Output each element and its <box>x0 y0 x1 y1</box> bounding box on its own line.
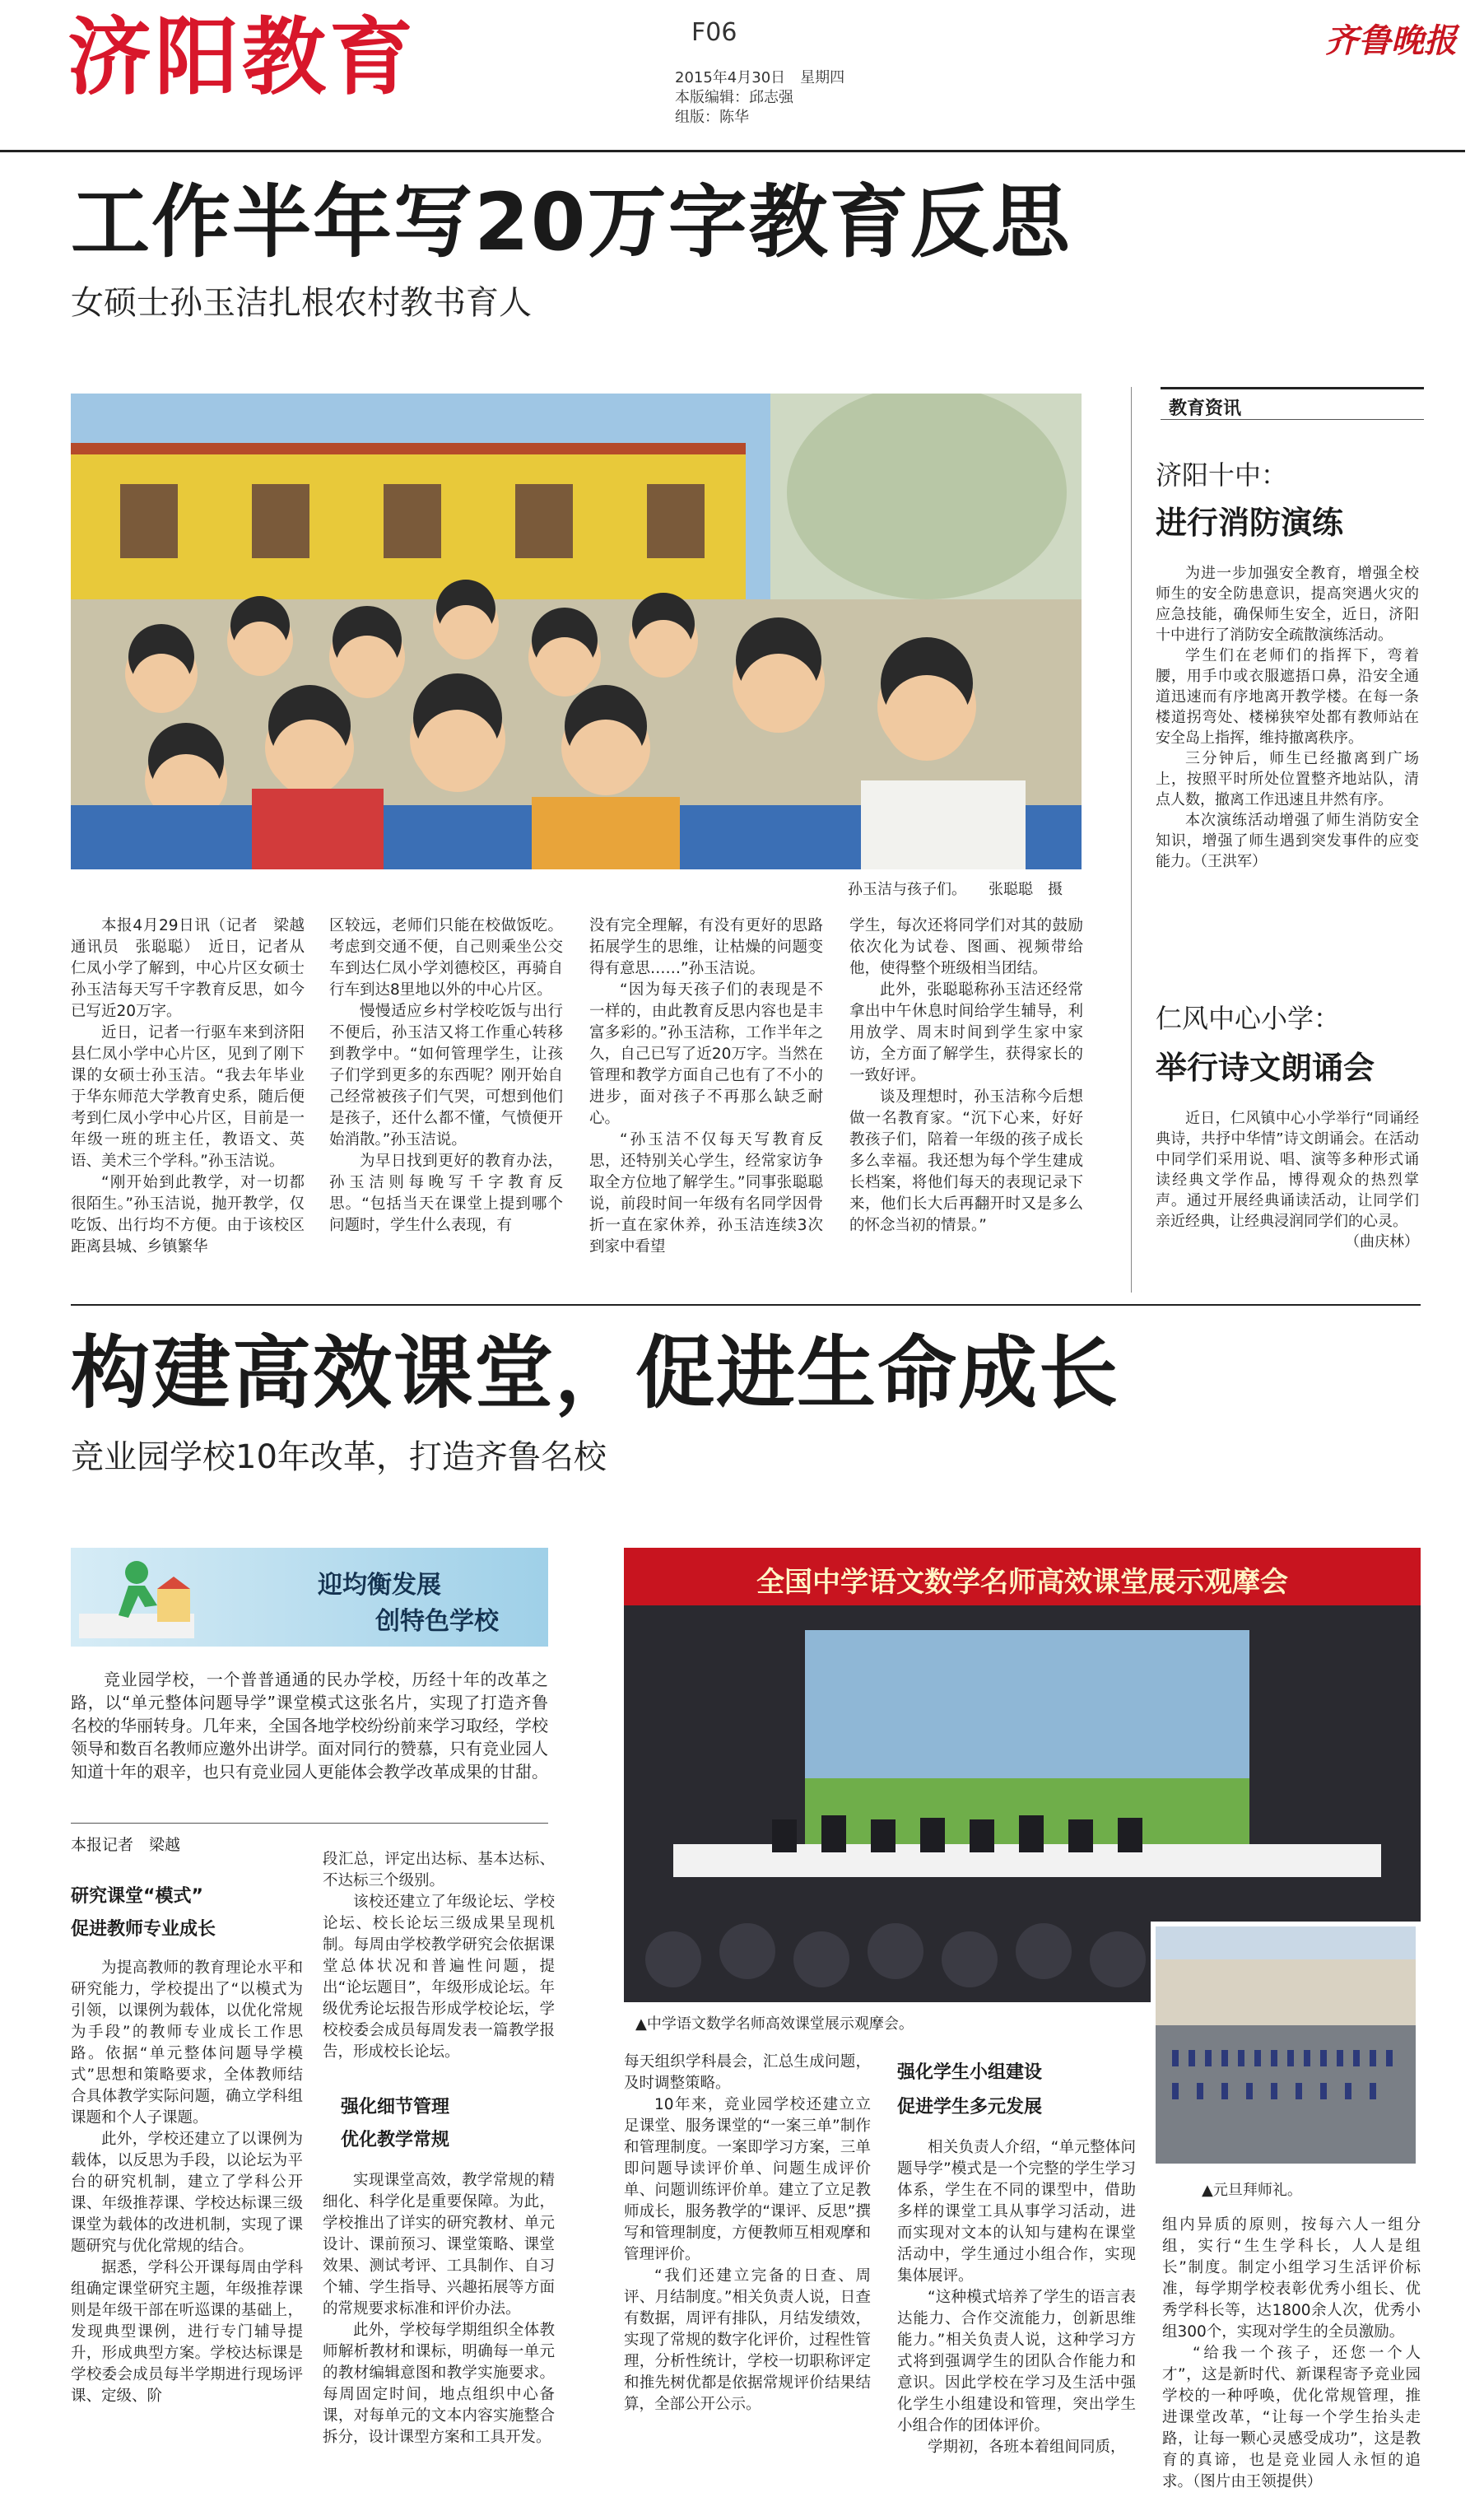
section2-paragraph: 该校还建立了年级论坛、学校论坛、校长论坛三级成果呈现机制。每周由学校教学研究会依据课堂总体状况和普遍性问题，提出“论坛题目”，年级形成论坛。年级优秀论坛报告形成学校论坛，学校校委会成员每周发表一篇教学报告，形成校长论坛。 <box>323 1894 555 2061</box>
sidebar-item1-kicker: 济阳十中： <box>1156 459 1288 491</box>
issue-date: 2015年4月30日 星期四 <box>675 69 845 86</box>
sidebar-paragraph: 三分钟后，师生已经撤离到广场上，按照平时所处位置整齐地站队，清点人数，撤离工作迅速且井然有序。 <box>1156 750 1419 808</box>
story2-photo-ceremony <box>1151 1922 1421 2169</box>
section3-paragraph: “我们还建立完备的日查、周评、月结制度。”相关负责人说，日查有数据，周评有排队，月结发绩效，实现了常规的数字化评价，过程性管理，分析性统计，学校一切职称评定和推先树优都是依据常规评价结果结算，全部公开公示。 <box>624 2267 871 2413</box>
section3-paragraph: 10年来，竞业园学校还建立立足课堂、服务课堂的“一案三单”制作和管理制度。一案即学习方案，三单即问题导读评价单、问题生成评价单、问题训练评价单。建立了立足教师成长，服务教学的“课评、反思”撰写和管理制度，方便教师互相观摩和管理评价。 <box>624 2096 871 2263</box>
masthead: 济阳教育 <box>67 9 416 107</box>
story1-paragraph: “孙玉洁不仅每天写教育反思，还特别关心学生，经常家访争取全方位地了解学生。”同事张聪聪说，前段时间一年级有名同学因骨折一直在家休养，孙玉洁连续3次到家中看望 <box>589 1131 823 1256</box>
newspaper-logo: 齐鲁晚报 <box>1325 21 1457 60</box>
story2-intro <box>71 1668 548 1783</box>
section5-paragraph: “给我一个孩子，还您一个人才”，这是新时代、新课程寄予竞业园学校的一种呼唤，优化常规管理，推进课堂改革，“让每一个学生抬头走路，让每一颗心灵感受成功”，这是教育的真谛，也是竞业园人永恒的追求。（图片由王领提供） <box>1162 2345 1421 2490</box>
story2-intro-paragraph: 竞业园学校，一个普普通通的民办学校，历经十年的改革之路，以“单元整体问题导学”课堂模式这张名片，实现了打造齐鲁名校的华丽转身。几年来，全国各地学校纷纷前来学习取经，学校领导和数百名教师应邀外出讲学。面对同行的赞慕，只有竞业园人知道十年的艰辛，也只有竞业园人更能体会教学改革成果的甘甜。 <box>71 1670 548 1782</box>
story2-reporter: 本报记者 梁越 <box>71 1836 181 1854</box>
sidebar-divider <box>1131 387 1132 1293</box>
section2-head-1: 强化细节管理 <box>341 2097 450 2117</box>
section3-paragraph: 每天组织学科晨会，汇总生成问题，及时调整策略。 <box>624 2053 871 2092</box>
runner-icon <box>79 1556 194 1638</box>
story1-paragraph: “刚开始到此教学，对一切都很陌生。”孙玉洁说，抛开教学，仅吃饭、出行均不方便。由于该校区距离县城、乡镇繁华 <box>71 1174 305 1256</box>
section2-paragraph: 实现课堂高效，教学常规的精细化、科学化是重要保障。为此，学校推出了详实的研究教材、单元设计、课前预习、课堂策略、课堂效果、测试考评、工具制作、自习个辅、学生指导、兴趣拓展等方面的常规要求标准和评价办法。 <box>323 2172 555 2318</box>
sidebar-item2-title: 举行诗文朗诵会 <box>1156 1050 1375 1086</box>
intro-rule <box>71 1823 548 1824</box>
story1-paragraph: “因为每天孩子们的表现是不一样的，由此教育反思内容也是丰富多彩的。”孙玉洁称，工作半年之久，自己已写了近20万字。当然在管理和教学方面自己也有了不小的进步，面对孩子不再那么缺乏耐心。 <box>589 981 823 1127</box>
sidebar-item1-body <box>1156 563 1419 872</box>
section4-paragraph: “这种模式培养了学生的语言表达能力、合作交流能力，创新思维能力。”相关负责人说，这种学习方式将到强调学生的团队合作能力和意识。因此学校在学习及生活中强化学生小组建设和管理，突出学生小组合作的团体评价。 <box>897 2289 1136 2434</box>
sidebar-item2-byline: （曲庆林） <box>1345 1233 1419 1251</box>
sidebar-paragraph: 近日，仁风镇中心小学举行“同诵经典诗，共抒中华情”诗文朗诵会。在活动中同学们采用说、唱、演等多种形式诵读经典文学作品，博得观众的热烈掌声。通过开展经典诵读活动，让同学们亲近经典，让经典浸润同学们的心灵。 <box>1156 1110 1419 1230</box>
story1-paragraph: 没有完全理解，有没有更好的思路拓展学生的思维，让枯燥的问题变得有意思……”孙玉洁说。 <box>589 917 823 977</box>
sidebar-paragraph: 为进一步加强安全教育，增强全校师生的安全防患意识，提高突遇火灾的应急技能，确保师生安全，近日，济阳十中进行了消防安全疏散演练活动。 <box>1156 565 1419 644</box>
section4-head-1: 强化学生小组建设 <box>897 2062 1043 2083</box>
section5-body <box>1162 2215 1421 2493</box>
story1-paragraph: 此外，张聪聪称孙玉洁还经常拿出中午休息时间给学生辅导，利用放学、周末时间到学生家中家访，全方面了解学生，获得家长的一致好评。 <box>849 981 1083 1084</box>
section2-body-top <box>323 1849 555 2063</box>
ceremony-photo-illustration <box>1156 1926 1416 2164</box>
story1-paragraph: 本报4月29日讯（记者 梁越 通讯员 张聪聪） 近日，记者从仁凤小学了解到，中心片区女硕士孙玉洁每天写千字教育反思，如今已写近20万字。 <box>71 917 320 1020</box>
story1-headline: 工作半年写20万字教育反思 <box>71 176 1072 268</box>
section1-head-2: 促进教师专业成长 <box>71 1919 216 1940</box>
photo-conference-caption: ▲中学语文数学名师高效课堂展示观摩会。 <box>635 2015 914 2033</box>
section-divider <box>71 1304 1421 1306</box>
story1-paragraph: 慢慢适应乡村学校吃饭与出行不便后，孙玉洁又将工作重心转移到教学中。“如何管理学生，让孩子们学到更多的东西呢？刚开始自己经常被孩子们气哭，可想到他们是孩子，还什么都不懂，气愤便开始消散。”孙玉洁说。 <box>329 1003 563 1148</box>
sidebar-paragraph: 学生们在老师们的指挥下，弯着腰，用手巾或衣服遮捂口鼻，沿安全通道迅速而有序地离开教学楼。在每一条楼道拐弯处、楼梯狭窄处都有教师站在安全岛上指挥，维持撤离秩序。 <box>1156 647 1419 747</box>
section2-head-2: 优化教学常规 <box>341 2130 450 2150</box>
section2-body <box>323 2170 555 2448</box>
editor-credit: 本版编辑：邱志强 <box>675 89 793 106</box>
section5-paragraph: 组内异质的原则，按每六人一组分组，实行“生生学科长，人人是组长”制度。制定小组学习生活评价标准，每学期学校表彰优秀小组长、优秀学科长等，达1800余人次，优秀小组300个，实现对学生的全员激励。 <box>1162 2216 1421 2341</box>
story1-subhead: 女硕士孙玉洁扎根农村教书育人 <box>71 284 532 322</box>
section1-paragraph: 为提高教师的教育理论水平和研究能力，学校提出了“以模式为引领，以课例为载体，以优化常规为手段”的教师专业成长工作思路。依据“单元整体问题导学模式”思想和策略要求，全体教师结合具体教学实际问题，确立学科组课题和个人子课题。 <box>71 1959 303 2127</box>
story1-column-2 <box>329 915 563 1237</box>
layout-credit: 组版：陈华 <box>675 109 749 126</box>
photo-ceremony-caption: ▲元旦拜师礼。 <box>1202 2182 1302 2199</box>
sidebar-paragraph: 本次演练活动增强了师生消防安全知识，增强了师生遇到突发事件的应变能力。（王洪军） <box>1156 812 1419 870</box>
story1-paragraph: 谈及理想时，孙玉洁称今后想做一名教育家。“沉下心来，好好教孩子们，陪着一年级的孩子成长多么幸福。我还想为每个学生建成长档案，将他们每天的表现记录下来，他们长大后再翻开时又是多么的怀念当初的情景。” <box>849 1088 1083 1234</box>
initiative-badge <box>71 1548 548 1647</box>
children-photo-illustration <box>71 394 1082 869</box>
sidebar-item2-body <box>1156 1108 1419 1252</box>
story2-subhead: 竞业园学校10年改革，打造齐鲁名校 <box>71 1438 607 1476</box>
story1-photo <box>71 394 1082 869</box>
section1-paragraph: 此外，学校还建立了以课例为载体，以反思为手段，以论坛为平台的研究机制，建立了学科公开课、年级推荐课、学校达标课三级课堂为载体的改进机制，实现了课题研究与优化常规的结合。 <box>71 2131 303 2255</box>
story1-paragraph: 学生，每次还将同学们对其的鼓励依次化为试卷、图画、视频带给他，使得整个班级相当团结。 <box>849 917 1083 977</box>
badge-line-1: 迎均衡发展 <box>318 1571 441 1600</box>
section1-head-1: 研究课堂“模式” <box>71 1886 203 1907</box>
section4-head-2: 促进学生多元发展 <box>897 2097 1043 2117</box>
sidebar-label: 教育资讯 <box>1169 398 1242 419</box>
section1-paragraph: 据悉，学科公开课每周由学科组确定课堂研究主题，年级推荐课则是年级干部在听巡课的基础上，发现典型课例，进行专门辅导提升，形成典型方案。学校达标课是学校委会成员每半学期进行现场评课、定级、阶 <box>71 2259 303 2405</box>
sidebar-item2-kicker: 仁风中心小学： <box>1156 1003 1341 1034</box>
conference-banner: 全国中学语文数学名师高效课堂展示观摩会 <box>756 1566 1288 1599</box>
page-number: F06 <box>691 18 737 47</box>
section2-paragraph: 段汇总，评定出达标、基本达标、不达标三个级别。 <box>323 1851 555 1889</box>
section4-paragraph: 相关负责人介绍，“单元整体问题导学”模式是一个完整的学生学习体系，学生在不同的课型中，借助多样的课堂工具从事学习活动，进而实现对文本的认知与建构在课堂活动中，学生通过小组合作，实现集体展评。 <box>897 2139 1136 2285</box>
section3-body <box>624 2052 871 2415</box>
story1-column-3 <box>589 915 823 1258</box>
story1-column-4 <box>849 915 1083 1237</box>
sidebar-label-box <box>1161 387 1424 420</box>
story1-column-1 <box>71 915 320 1258</box>
section4-body <box>897 2137 1136 2458</box>
sidebar-item1-title: 进行消防演练 <box>1156 505 1344 541</box>
story1-photo-caption: 孙玉洁与孩子们。 张聪聪 摄 <box>848 881 1063 898</box>
story1-paragraph: 近日，记者一行驱车来到济阳县仁凤小学中心片区，见到了刚下课的女硕士孙玉洁。“我去年毕业于华东师范大学教育史系，随后便考到仁凤小学中心片区，目前是一年级一班的班主任，教语文、英语、美术三个学科。”孙玉洁说。 <box>71 1024 305 1170</box>
story2-headline: 构建高效课堂，促进生命成长 <box>71 1327 1119 1419</box>
badge-line-2: 创特色学校 <box>375 1607 499 1636</box>
header-rule <box>0 150 1465 152</box>
section2-paragraph: 此外，学校每学期组织全体教师解析教材和课标，明确每一单元的教材编辑意图和教学实施要求。每周固定时间，地点组织中心备课，对每单元的文本内容实施整合拆分，设计课型方案和工具开发。 <box>323 2322 555 2446</box>
section1-body <box>71 1958 303 2407</box>
story1-paragraph: 为早日找到更好的教育办法，孙玉洁则每晚写千字教育反思。“包括当天在课堂上提到哪个问题时，学生什么表现，有 <box>329 1153 563 1234</box>
section4-paragraph: 学期初，各班本着组间同质， <box>928 2439 1126 2456</box>
story1-paragraph: 区较远，老师们只能在校做饭吃。考虑到交通不便，自己则乘坐公交车到达仁凤小学刘德校区，再骑自行车到达8里地以外的中心片区。 <box>329 917 563 999</box>
